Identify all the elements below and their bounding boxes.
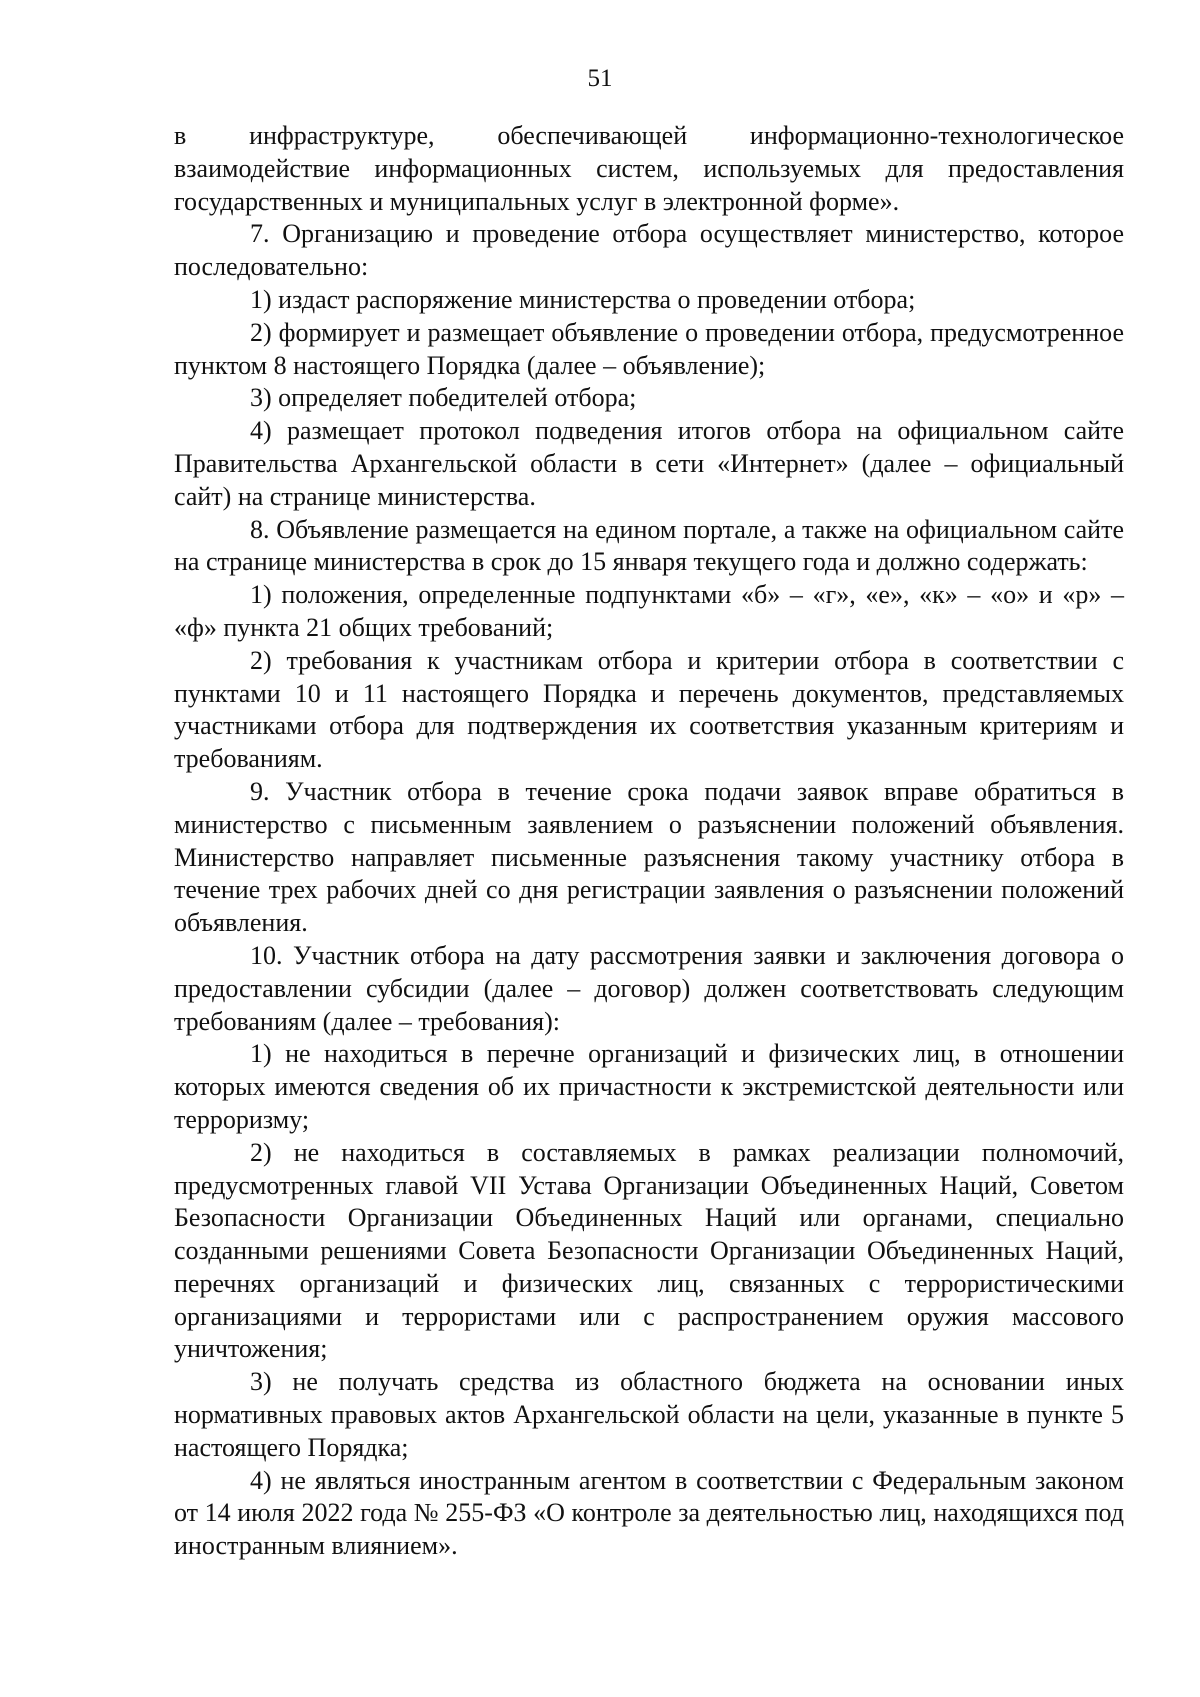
paragraph-item-8: 8. Объявление размещается на едином портале, а также на официальном сайте на странице министерства в срок до 15 января текущего года и должно содержать: — [174, 514, 1124, 577]
paragraph-item-10-sub-3: 3) не получать средства из областного бюджета на основании иных нормативных правовых актов Архангельской области на цели, указанные в пункте 5 настоящего Порядка; — [174, 1367, 1124, 1462]
paragraph-item-7-sub-3: 3) определяет победителей отбора; — [250, 383, 637, 413]
paragraph-item-7-sub-1: 1) издаст распоряжение министерства о проведении отбора; — [250, 284, 916, 314]
paragraph-item-10-sub-2: 2) не находиться в составляемых в рамках реализации полномочий, предусмотренных главой VII Устава Организации Объединенных Наций, Советом Безопасности Организации Объединенных Наций или органами, специально созданными решениями Совета Безопасности Организации Объединенных Наций, перечнях организаций и физических лиц, связанных с террористическими организациями и террористами или с распространением оружия массового уничтожения; — [174, 1137, 1124, 1364]
paragraph-item-8-sub-2: 2) требования к участникам отбора и критерии отбора в соответствии с пунктами 10 и 11 настоящего Порядка и перечень документов, представляемых участниками отбора для подтверждения их соответствия указанным критериям и требованиям. — [174, 645, 1124, 774]
paragraph-item-8-sub-1: 1) положения, определенные подпунктами «б» – «г», «е», «к» – «о» и «р» – «ф» пункта 21 общих требований; — [174, 580, 1124, 642]
paragraph-item-7-sub-2: 2) формирует и размещает объявление о проведении отбора, предусмотренное пунктом 8 настоящего Порядка (далее – объявление); — [174, 317, 1124, 380]
paragraph-item-10-sub-1: 1) не находиться в перечне организаций и физических лиц, в отношении которых имеются сведения об их причастности к экстремистской деятельности или терроризму; — [174, 1039, 1124, 1134]
paragraph-item-9: 9. Участник отбора в течение срока подачи заявок вправе обратиться в министерство с письменным заявлением о разъяснении положений объявления. Министерство направляет письменные разъяснения такому участнику отбора в течение трех рабочих дней со дня регистрации заявления о разъяснении положений объявления. — [174, 776, 1124, 938]
paragraph-continuation-infrastructure: в инфраструктуре, обеспечивающей информационно-технологическое взаимодействие информационных систем, используемых для предоставления государственных и муниципальных услуг в электронной форме». — [174, 121, 1124, 216]
paragraph-item-10-sub-4: 4) не являться иностранным агентом в соответствии с Федеральным законом от 14 июля 2022 года № 255-ФЗ «О контроле за деятельностью лиц, находящихся под иностранным влиянием». — [174, 1465, 1124, 1561]
paragraph-item-10: 10. Участник отбора на дату рассмотрения заявки и заключения договора о предоставлении субсидии (далее – договор) должен соответствовать следующим требованиям (далее – требования): — [174, 940, 1124, 1036]
paragraph-item-7-sub-4: 4) размещает протокол подведения итогов отбора на официальном сайте Правительства Архангельской области в сети «Интернет» (далее – официальный сайт) на странице министерства. — [174, 416, 1124, 511]
paragraph-item-7: 7. Организацию и проведение отбора осуществляет министерство, которое последовательно: — [174, 219, 1124, 282]
document-body — [174, 120, 1124, 1563]
page-number: 51 — [587, 65, 613, 92]
